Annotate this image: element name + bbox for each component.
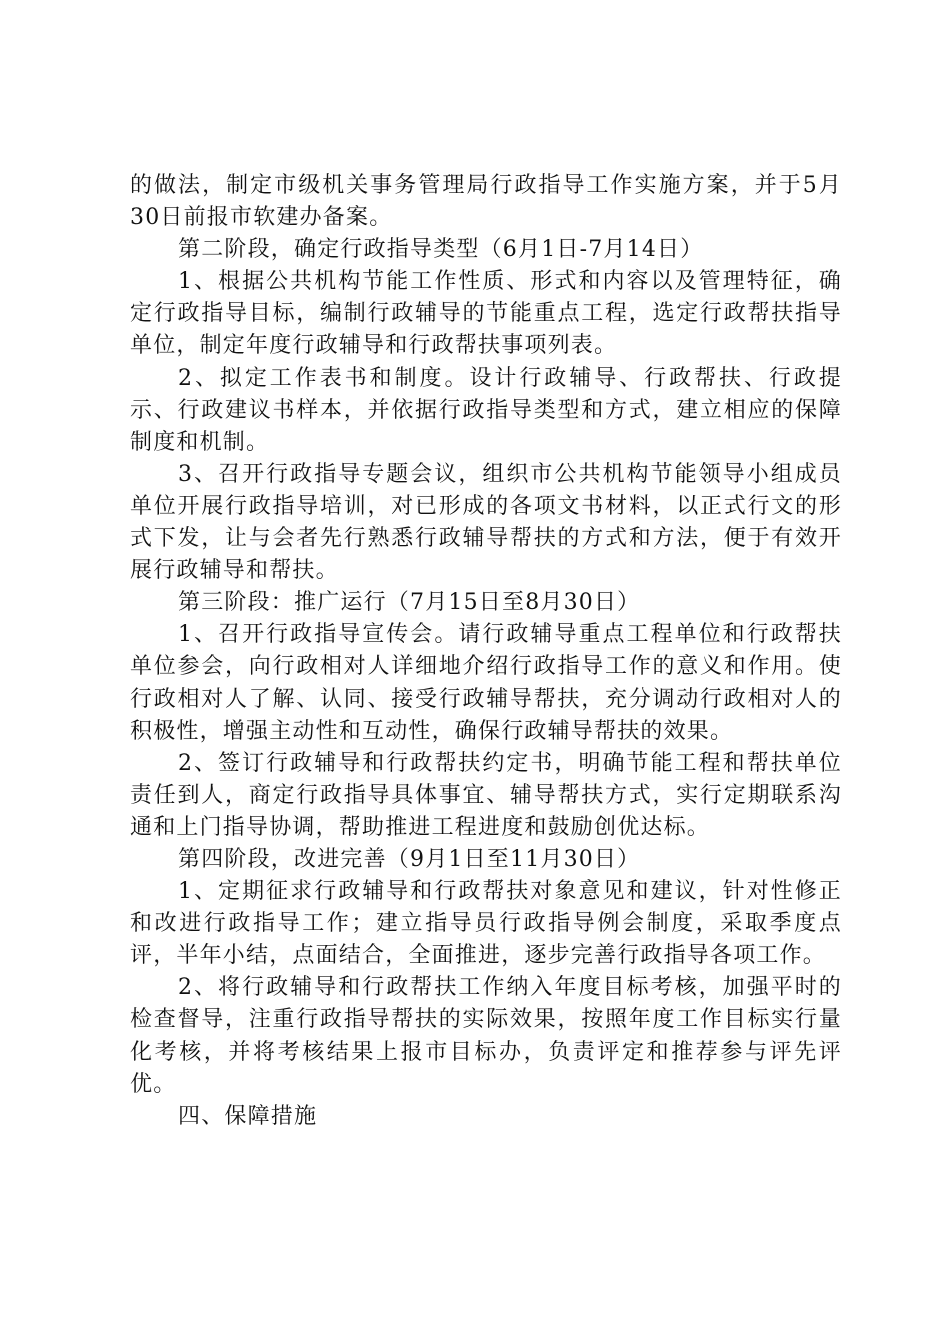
paragraph-continuation: 的做法，制定市级机关事务管理局行政指导工作实施方案，并于5月30日前报市软建办备案。 — [130, 173, 842, 231]
stage-two-heading: 第二阶段，确定行政指导类型（6月1日-7月14日） — [178, 237, 704, 263]
stage-four-item-1: 1、定期征求行政辅导和行政帮扶对象意见和建议，针对性修正和改进行政指导工作；建立指导员行政指导例会制度，采取季度点评，半年小结，点面结合，全面推进，逐步完善行政指导各项工作。 — [130, 879, 842, 969]
section-heading-safeguards: 四、保障措施 — [178, 1103, 318, 1129]
document-body — [130, 170, 842, 1133]
stage-two-item-2: 2、拟定工作表书和制度。设计行政辅导、行政帮扶、行政提示、行政建议书样本，并依据行政指导类型和方式，建立相应的保障制度和机制。 — [130, 365, 842, 455]
stage-three-item-1: 1、召开行政指导宣传会。请行政辅导重点工程单位和行政帮扶单位参会，向行政相对人详细地介绍行政指导工作的意义和作用。使行政相对人了解、认同、接受行政辅导帮扶，充分调动行政相对人的积极性，增强主动性和互动性，确保行政辅导帮扶的效果。 — [130, 622, 842, 744]
stage-four-heading: 第四阶段，改进完善（9月1日至11月30日） — [178, 846, 641, 872]
stage-four-item-2: 2、将行政辅导和行政帮扶工作纳入年度目标考核，加强平时的检查督导，注重行政指导帮扶的实际效果，按照年度工作目标实行量化考核，并将考核结果上报市目标办，负责评定和推荐参与评先评优。 — [130, 975, 842, 1097]
stage-three-heading: 第三阶段：推广运行（7月15日至8月30日） — [178, 590, 641, 616]
stage-two-item-3: 3、召开行政指导专题会议，组织市公共机构节能领导小组成员单位开展行政指导培训，对已形成的各项文书材料，以正式行文的形式下发，让与会者先行熟悉行政辅导帮扶的方式和方法，便于有效开展行政辅导和帮扶。 — [130, 461, 842, 584]
stage-three-item-2: 2、签订行政辅导和行政帮扶约定书，明确节能工程和帮扶单位责任到人，商定行政指导具体事宜、辅导帮扶方式，实行定期联系沟通和上门指导协调，帮助推进工程进度和鼓励创优达标。 — [130, 750, 842, 840]
stage-two-item-1: 1、根据公共机构节能工作性质、形式和内容以及管理特征，确定行政指导目标，编制行政辅导的节能重点工程，选定行政帮扶指导单位，制定年度行政辅导和行政帮扶事项列表。 — [130, 269, 842, 359]
